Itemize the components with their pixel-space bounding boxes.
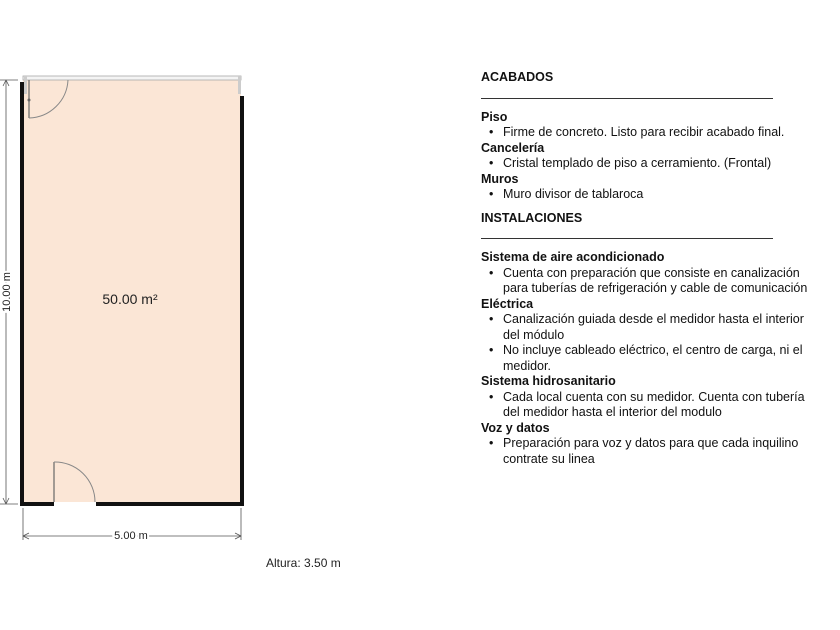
group-canceleria [481,141,811,172]
group-title: Sistema hidrosanitario [481,374,616,388]
glass-front [23,76,241,80]
list-item: • Muro divisor de tablaroca [503,187,811,203]
group-muros [481,172,811,203]
list-item: • Cada local cuenta con su medidor. Cuenta con tubería del medidor hasta el interior del modulo [503,390,811,421]
group-aire-acondicionado [481,250,811,297]
list-item: • Firme de concreto. Listo para recibir acabado final. [503,125,811,141]
group-electrica [481,297,811,375]
list-item: • Cuenta con preparación que consiste en canalización para tuberías de refrigeración y cable de comunicación [503,266,811,297]
group-hidrosanitario [481,374,811,421]
specifications-panel [481,70,811,467]
list-item: • Canalización guiada desde el medidor hasta el interior del módulo [503,312,811,343]
group-title: Muros [481,171,519,186]
section-title: ACABADOS [481,70,554,84]
list-item: • Preparación para voz y datos para que cada inquilino contrate su linea [503,436,811,467]
section-instalaciones [481,211,811,468]
section-title: INSTALACIONES [481,210,583,225]
group-piso [481,110,811,141]
width-label: 5.00 m [114,530,148,542]
glass-post-left [24,76,27,94]
area-label: 50.00 m² [102,291,158,307]
group-title: Cancelería [481,140,545,155]
group-title: Piso [481,109,508,124]
section-divider [481,98,773,99]
wall-bottom-right [96,502,244,506]
length-label: 10.00 m [1,272,13,312]
list-item: • Cristal templado de piso a cerramiento. (Frontal) [503,156,811,172]
section-acabados [481,70,811,203]
group-title: Voz y datos [481,420,550,435]
wall-bottom-left [20,502,54,506]
section-divider [481,238,773,239]
group-voz-datos [481,421,811,468]
list-item: • No incluye cableado eléctrico, el centro de carga, ni el medidor. [503,343,811,374]
height-label: Altura: 3.50 m [266,556,341,570]
wall-right [240,96,244,506]
glass-post-right [238,76,241,94]
group-title: Eléctrica [481,296,534,311]
group-title: Sistema de aire acondicionado [481,250,665,264]
wall-left [20,82,24,506]
